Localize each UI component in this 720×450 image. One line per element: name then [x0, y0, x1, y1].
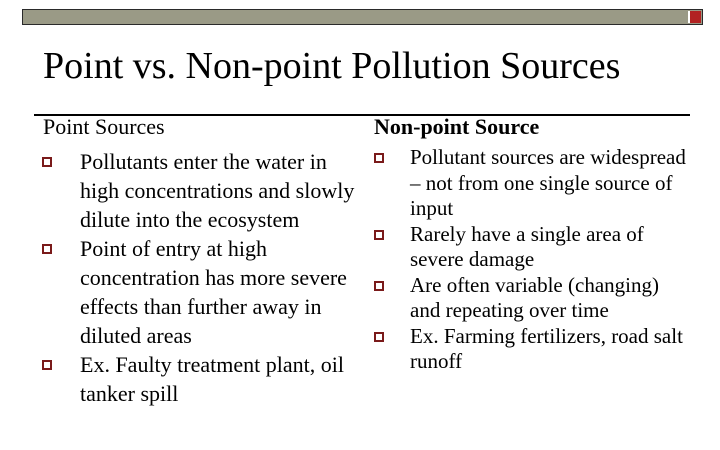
list-item [42, 350, 367, 408]
square-bullet-icon [42, 244, 52, 254]
bullet-text: Pollutant sources are widespread – not from one single source of input [410, 145, 686, 220]
bullet-text: Rarely have a single area of severe damage [410, 221, 644, 271]
list-item [374, 273, 694, 324]
bullet-text: Pollutants enter the water in high concentrations and slowly dilute into the ecosystem [80, 149, 355, 232]
non-point-sources-list [374, 145, 694, 375]
list-item [42, 147, 367, 234]
bullet-text: Point of entry at high concentration has more severe effects than further away in diluted areas [80, 236, 347, 348]
bullet-text: Ex. Farming fertilizers, road salt runoff [410, 323, 683, 373]
list-item [374, 145, 694, 222]
square-bullet-icon [42, 360, 52, 370]
list-item [42, 234, 367, 350]
non-point-source-header: Non-point Source [374, 114, 540, 139]
top-decorative-bar [22, 9, 703, 25]
decorative-accent-square [688, 11, 701, 23]
bullet-text: Ex. Faulty treatment plant, oil tanker spill [80, 352, 344, 406]
square-bullet-icon [374, 281, 384, 291]
square-bullet-icon [374, 153, 384, 163]
slide-title: Point vs. Non-point Pollution Sources [43, 45, 621, 87]
bullet-text: Are often variable (changing) and repeating over time [410, 272, 659, 322]
point-sources-list [42, 147, 367, 408]
point-sources-header: Point Sources [43, 114, 165, 139]
square-bullet-icon [374, 230, 384, 240]
square-bullet-icon [374, 332, 384, 342]
list-item [374, 222, 694, 273]
square-bullet-icon [42, 157, 52, 167]
list-item [374, 324, 694, 375]
